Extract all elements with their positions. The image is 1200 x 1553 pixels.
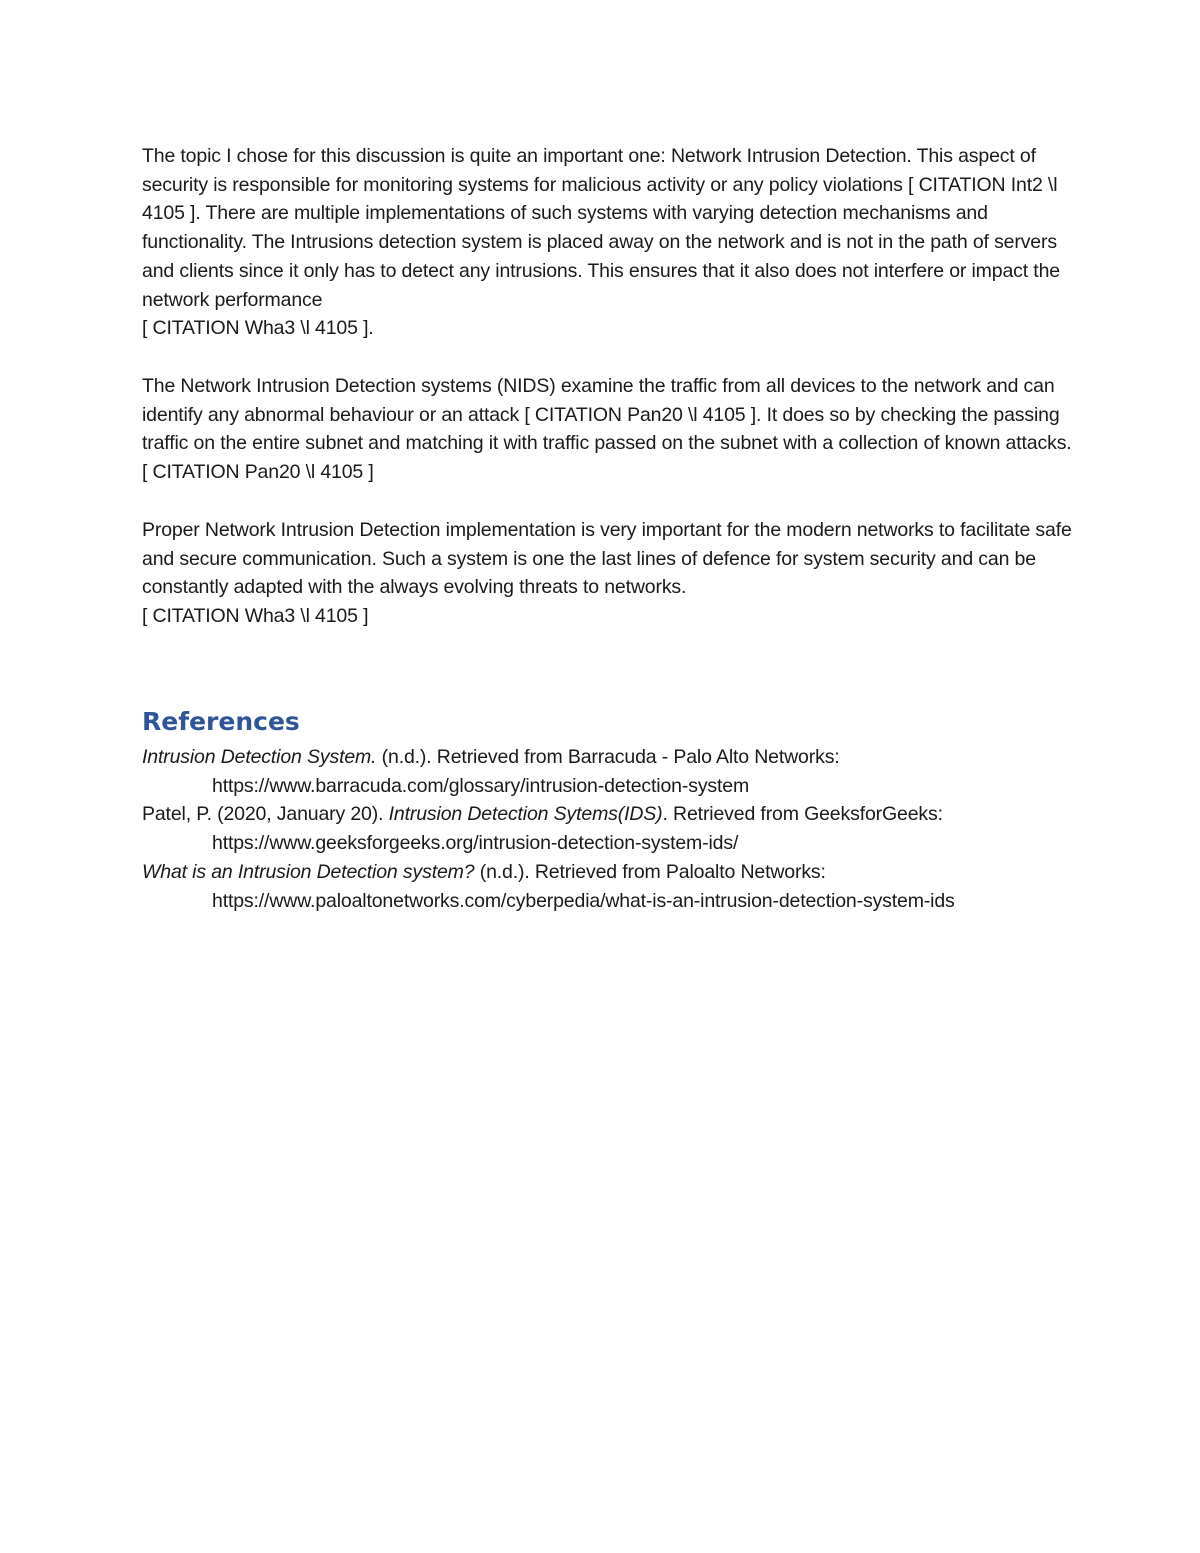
reference-source: . Retrieved from GeeksforGeeks: <box>662 803 943 826</box>
reference-entry <box>142 743 1072 800</box>
reference-url: https://www.barracuda.com/glossary/intrusion-detection-system <box>212 774 750 797</box>
references-list <box>142 743 1072 915</box>
reference-entry <box>142 858 1072 915</box>
reference-lead: Patel, P. (2020, January 20). <box>142 803 389 826</box>
reference-source: (n.d.). Retrieved from Paloalto Networks: <box>474 860 826 883</box>
reference-url: https://www.geeksforgeeks.org/intrusion-detection-system-ids/ <box>212 832 739 855</box>
paragraph-conclusion: Proper Network Intrusion Detection implementation is very important for the modern networks to facilitate safe and secure communication. Such a system is one the last lines of defence for system security and can be constantly adapted with the always evolving threats to networks. [ CITATION Wha3 \l 4105 ] <box>142 519 1072 628</box>
reference-title: What is an Intrusion Detection system? <box>142 860 475 883</box>
references-heading: References <box>142 707 300 736</box>
reference-title: Intrusion Detection System. <box>142 746 377 768</box>
paragraph-intro: The topic I chose for this discussion is quite an important one: Network Intrusion Detection. This aspect of security is responsible for monitoring systems for malicious activity or any policy violations [ CITATION Int2 \l 4105 ]. There are multiple implementations of such systems with varying detection mechanisms and functionality. The Intrusions detection system is placed away on the network and is not in the path of servers and clients since it only has to detect any intrusions. This ensures that it also does not interfere or impact the network performance [ CITATION Wha3 \l 4105 ]. <box>142 145 1060 340</box>
reference-entry <box>142 800 1072 857</box>
reference-title: Intrusion Detection Sytems(IDS) <box>388 803 663 826</box>
paragraph-nids: The Network Intrusion Detection systems (NIDS) examine the traffic from all devices to the network and can identify any abnormal behaviour or an attack [ CITATION Pan20 \l 4105 ]. It does so by checking the passing traffic on the entire subnet and matching it with traffic passed on the subnet with a collection of known attacks.[ CITATION Pan20 \l 4105 ] <box>142 375 1072 484</box>
reference-source: (n.d.). Retrieved from Barracuda - Palo Alto Networks: <box>376 746 840 768</box>
reference-url: https://www.paloaltonetworks.com/cyberpedia/what-is-an-intrusion-detection-system-ids <box>212 889 955 912</box>
